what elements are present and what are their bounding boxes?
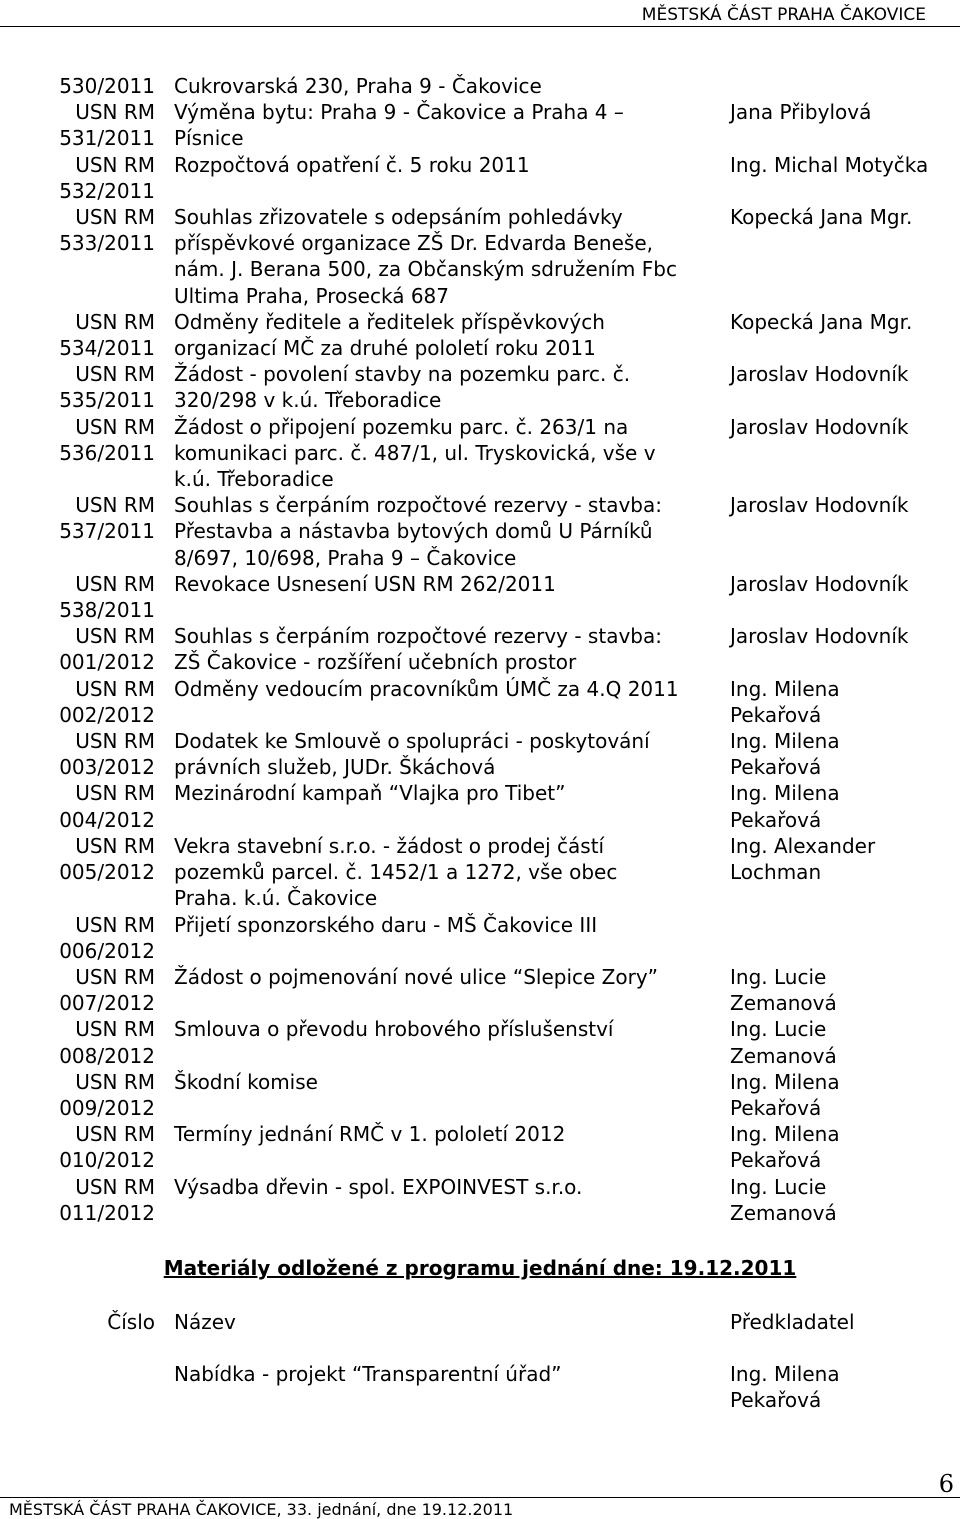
table-row bbox=[0, 676, 960, 728]
col-name-header: Název bbox=[174, 1310, 236, 1334]
resolution-title: Žádost - povolení stavby na pozemku parc. č. 320/298 v k.ú. Třeboradice bbox=[174, 362, 631, 413]
footer-text: MĚSTSKÁ ČÁST PRAHA ČAKOVICE, 33. jednání, dne 19.12.2011 bbox=[9, 1500, 514, 1519]
resolution-presenter: Ing. Milena Pekařová bbox=[730, 1069, 840, 1120]
table-row bbox=[0, 1121, 960, 1173]
resolution-presenter: Ing. Milena Pekařová bbox=[730, 781, 840, 832]
resolution-number: USN RM 011/2012 bbox=[59, 1174, 155, 1225]
resolution-number: USN RM 005/2012 bbox=[59, 833, 155, 885]
table-row bbox=[0, 73, 960, 99]
resolution-number: USN RM 009/2012 bbox=[59, 1069, 155, 1120]
table-row bbox=[0, 99, 960, 151]
deferred-item-presenter: Ing. Milena Pekařová bbox=[730, 1362, 840, 1413]
resolution-number: USN RM 533/2011 bbox=[59, 205, 155, 256]
resolution-number: USN RM 532/2011 bbox=[59, 152, 155, 203]
resolution-title: Souhlas s čerpáním rozpočtové rezervy - stavba: ZŠ Čakovice - rozšíření učebních prostor bbox=[174, 624, 662, 675]
header-title: MĚSTSKÁ ČÁST PRAHA ČAKOVICE bbox=[641, 5, 926, 25]
resolution-presenter: Ing. Milena Pekařová bbox=[730, 729, 840, 780]
resolution-number: USN RM 537/2011 bbox=[59, 493, 155, 544]
resolution-presenter: Ing. Lucie Zemanová bbox=[730, 1017, 837, 1068]
resolution-number: USN RM 538/2011 bbox=[59, 571, 155, 623]
deferred-header-row bbox=[0, 1309, 960, 1335]
col-presenter-header: Předkladatel bbox=[730, 1310, 855, 1334]
spacer bbox=[0, 1335, 960, 1361]
resolution-presenter: Jaroslav Hodovník bbox=[730, 362, 909, 387]
resolution-title: Cukrovarská 230, Praha 9 - Čakovice bbox=[174, 74, 542, 98]
resolution-title: Termíny jednání RMČ v 1. pololetí 2012 bbox=[174, 1122, 566, 1147]
page-number: 6 bbox=[938, 1470, 954, 1498]
resolution-presenter: Jaroslav Hodovník bbox=[730, 571, 909, 596]
resolution-title: Výměna bytu: Praha 9 - Čakovice a Praha 4 – Písnice bbox=[174, 100, 624, 151]
resolution-title: Smlouva o převodu hrobového příslušenství bbox=[174, 1017, 614, 1042]
resolution-presenter: Jaroslav Hodovník bbox=[730, 493, 909, 518]
table-row bbox=[0, 361, 960, 413]
deferred-item-name: Nabídka - projekt “Transparentní úřad” bbox=[174, 1362, 562, 1387]
resolution-number: USN RM 002/2012 bbox=[59, 676, 155, 727]
col-number-header: Číslo bbox=[107, 1310, 155, 1334]
footer-rule bbox=[0, 1497, 960, 1498]
resolution-presenter: Ing. Lucie Zemanová bbox=[730, 1174, 837, 1225]
table-row bbox=[0, 780, 960, 832]
table-row bbox=[0, 912, 960, 964]
resolution-presenter: Ing. Milena Pekařová bbox=[730, 676, 840, 727]
resolution-number: USN RM 008/2012 bbox=[59, 1017, 155, 1068]
resolution-title: Souhlas zřizovatele s odepsáním pohledávky příspěvkové organizace ZŠ Dr. Edvarda Beneše, nám. J. Berana 500, za Občanským sdružením Fbc Ultima Praha, Prosecká 687 bbox=[174, 205, 677, 308]
resolution-presenter: Ing. Lucie Zemanová bbox=[730, 964, 837, 1016]
resolution-presenter: Jaroslav Hodovník bbox=[730, 414, 909, 439]
resolution-title: Vekra stavební s.r.o. - žádost o prodej částí pozemků parcel. č. 1452/1 a 1272, vše obec Praha. k.ú. Čakovice bbox=[174, 833, 618, 911]
resolution-number: USN RM 001/2012 bbox=[59, 624, 155, 675]
table-row bbox=[0, 204, 960, 309]
resolution-presenter: Jaroslav Hodovník bbox=[730, 624, 909, 649]
resolution-title: Výsadba dřevin - spol. EXPOINVEST s.r.o. bbox=[174, 1174, 583, 1199]
resolution-number: USN RM 007/2012 bbox=[59, 964, 155, 1016]
resolution-presenter: Ing. Alexander Lochman bbox=[730, 833, 876, 885]
deferred-item-row bbox=[0, 1361, 960, 1413]
resolution-number: USN RM 536/2011 bbox=[59, 414, 155, 465]
resolution-number: USN RM 534/2011 bbox=[59, 309, 155, 361]
resolution-title: Revokace Usnesení USN RM 262/2011 bbox=[174, 571, 556, 596]
table-row bbox=[0, 152, 960, 204]
resolution-title: Žádost o pojmenování nové ulice “Slepice Zory” bbox=[174, 964, 659, 989]
resolution-number: 530/2011 bbox=[59, 74, 155, 98]
header-rule bbox=[0, 26, 960, 27]
table-row bbox=[0, 1016, 960, 1068]
resolutions-table bbox=[0, 73, 960, 1226]
resolution-presenter: Kopecká Jana Mgr. bbox=[730, 205, 913, 230]
page-header bbox=[0, 3, 960, 27]
resolution-title: Rozpočtová opatření č. 5 roku 2011 bbox=[174, 152, 530, 177]
resolution-title: Mezinárodní kampaň “Vlajka pro Tibet” bbox=[174, 781, 566, 806]
resolution-number: USN RM 004/2012 bbox=[59, 781, 155, 832]
table-row bbox=[0, 833, 960, 912]
table-row bbox=[0, 414, 960, 493]
resolution-number: USN RM 006/2012 bbox=[59, 912, 155, 963]
resolution-title: Žádost o připojení pozemku parc. č. 263/1 na komunikaci parc. č. 487/1, ul. Tryskovická, vše v k.ú. Třeboradice bbox=[174, 414, 656, 492]
resolution-presenter: Kopecká Jana Mgr. bbox=[730, 309, 913, 334]
resolution-presenter bbox=[730, 73, 960, 99]
deferred-table bbox=[0, 1309, 960, 1414]
resolution-presenter: Ing. Milena Pekařová bbox=[730, 1122, 840, 1173]
resolution-number: USN RM 531/2011 bbox=[59, 100, 155, 151]
resolution-title: Přijetí sponzorského daru - MŠ Čakovice III bbox=[174, 912, 598, 937]
table-row bbox=[0, 964, 960, 1016]
resolution-presenter: Ing. Michal Motyčka bbox=[730, 152, 929, 177]
table-row bbox=[0, 309, 960, 361]
table-row bbox=[0, 492, 960, 571]
deferred-heading: Materiály odložené z programu jednání dne: 19.12.2011 bbox=[163, 1256, 797, 1280]
table-row bbox=[0, 571, 960, 623]
resolution-title: Souhlas s čerpáním rozpočtové rezervy - stavba: Přestavba a nástavba bytových domů U Párníků 8/697, 10/698, Praha 9 – Čakovice bbox=[174, 493, 662, 570]
table-row bbox=[0, 1174, 960, 1226]
resolution-number: USN RM 010/2012 bbox=[59, 1122, 155, 1173]
table-row bbox=[0, 623, 960, 675]
resolution-title: Odměny vedoucím pracovníkům ÚMČ za 4.Q 2011 bbox=[174, 676, 679, 701]
resolution-title: Dodatek ke Smlouvě o spolupráci - poskytování právních služeb, JUDr. Škáchová bbox=[174, 729, 650, 780]
resolution-presenter: Jana Přibylová bbox=[730, 100, 872, 125]
resolution-title: Odměny ředitele a ředitelek příspěvkových organizací MČ za druhé pololetí roku 2011 bbox=[174, 309, 605, 361]
table-row bbox=[0, 728, 960, 780]
resolution-number: USN RM 003/2012 bbox=[59, 729, 155, 780]
resolution-presenter bbox=[730, 912, 960, 964]
resolution-number: USN RM 535/2011 bbox=[59, 362, 155, 413]
resolution-title: Škodní komise bbox=[174, 1069, 318, 1094]
table-row bbox=[0, 1069, 960, 1121]
